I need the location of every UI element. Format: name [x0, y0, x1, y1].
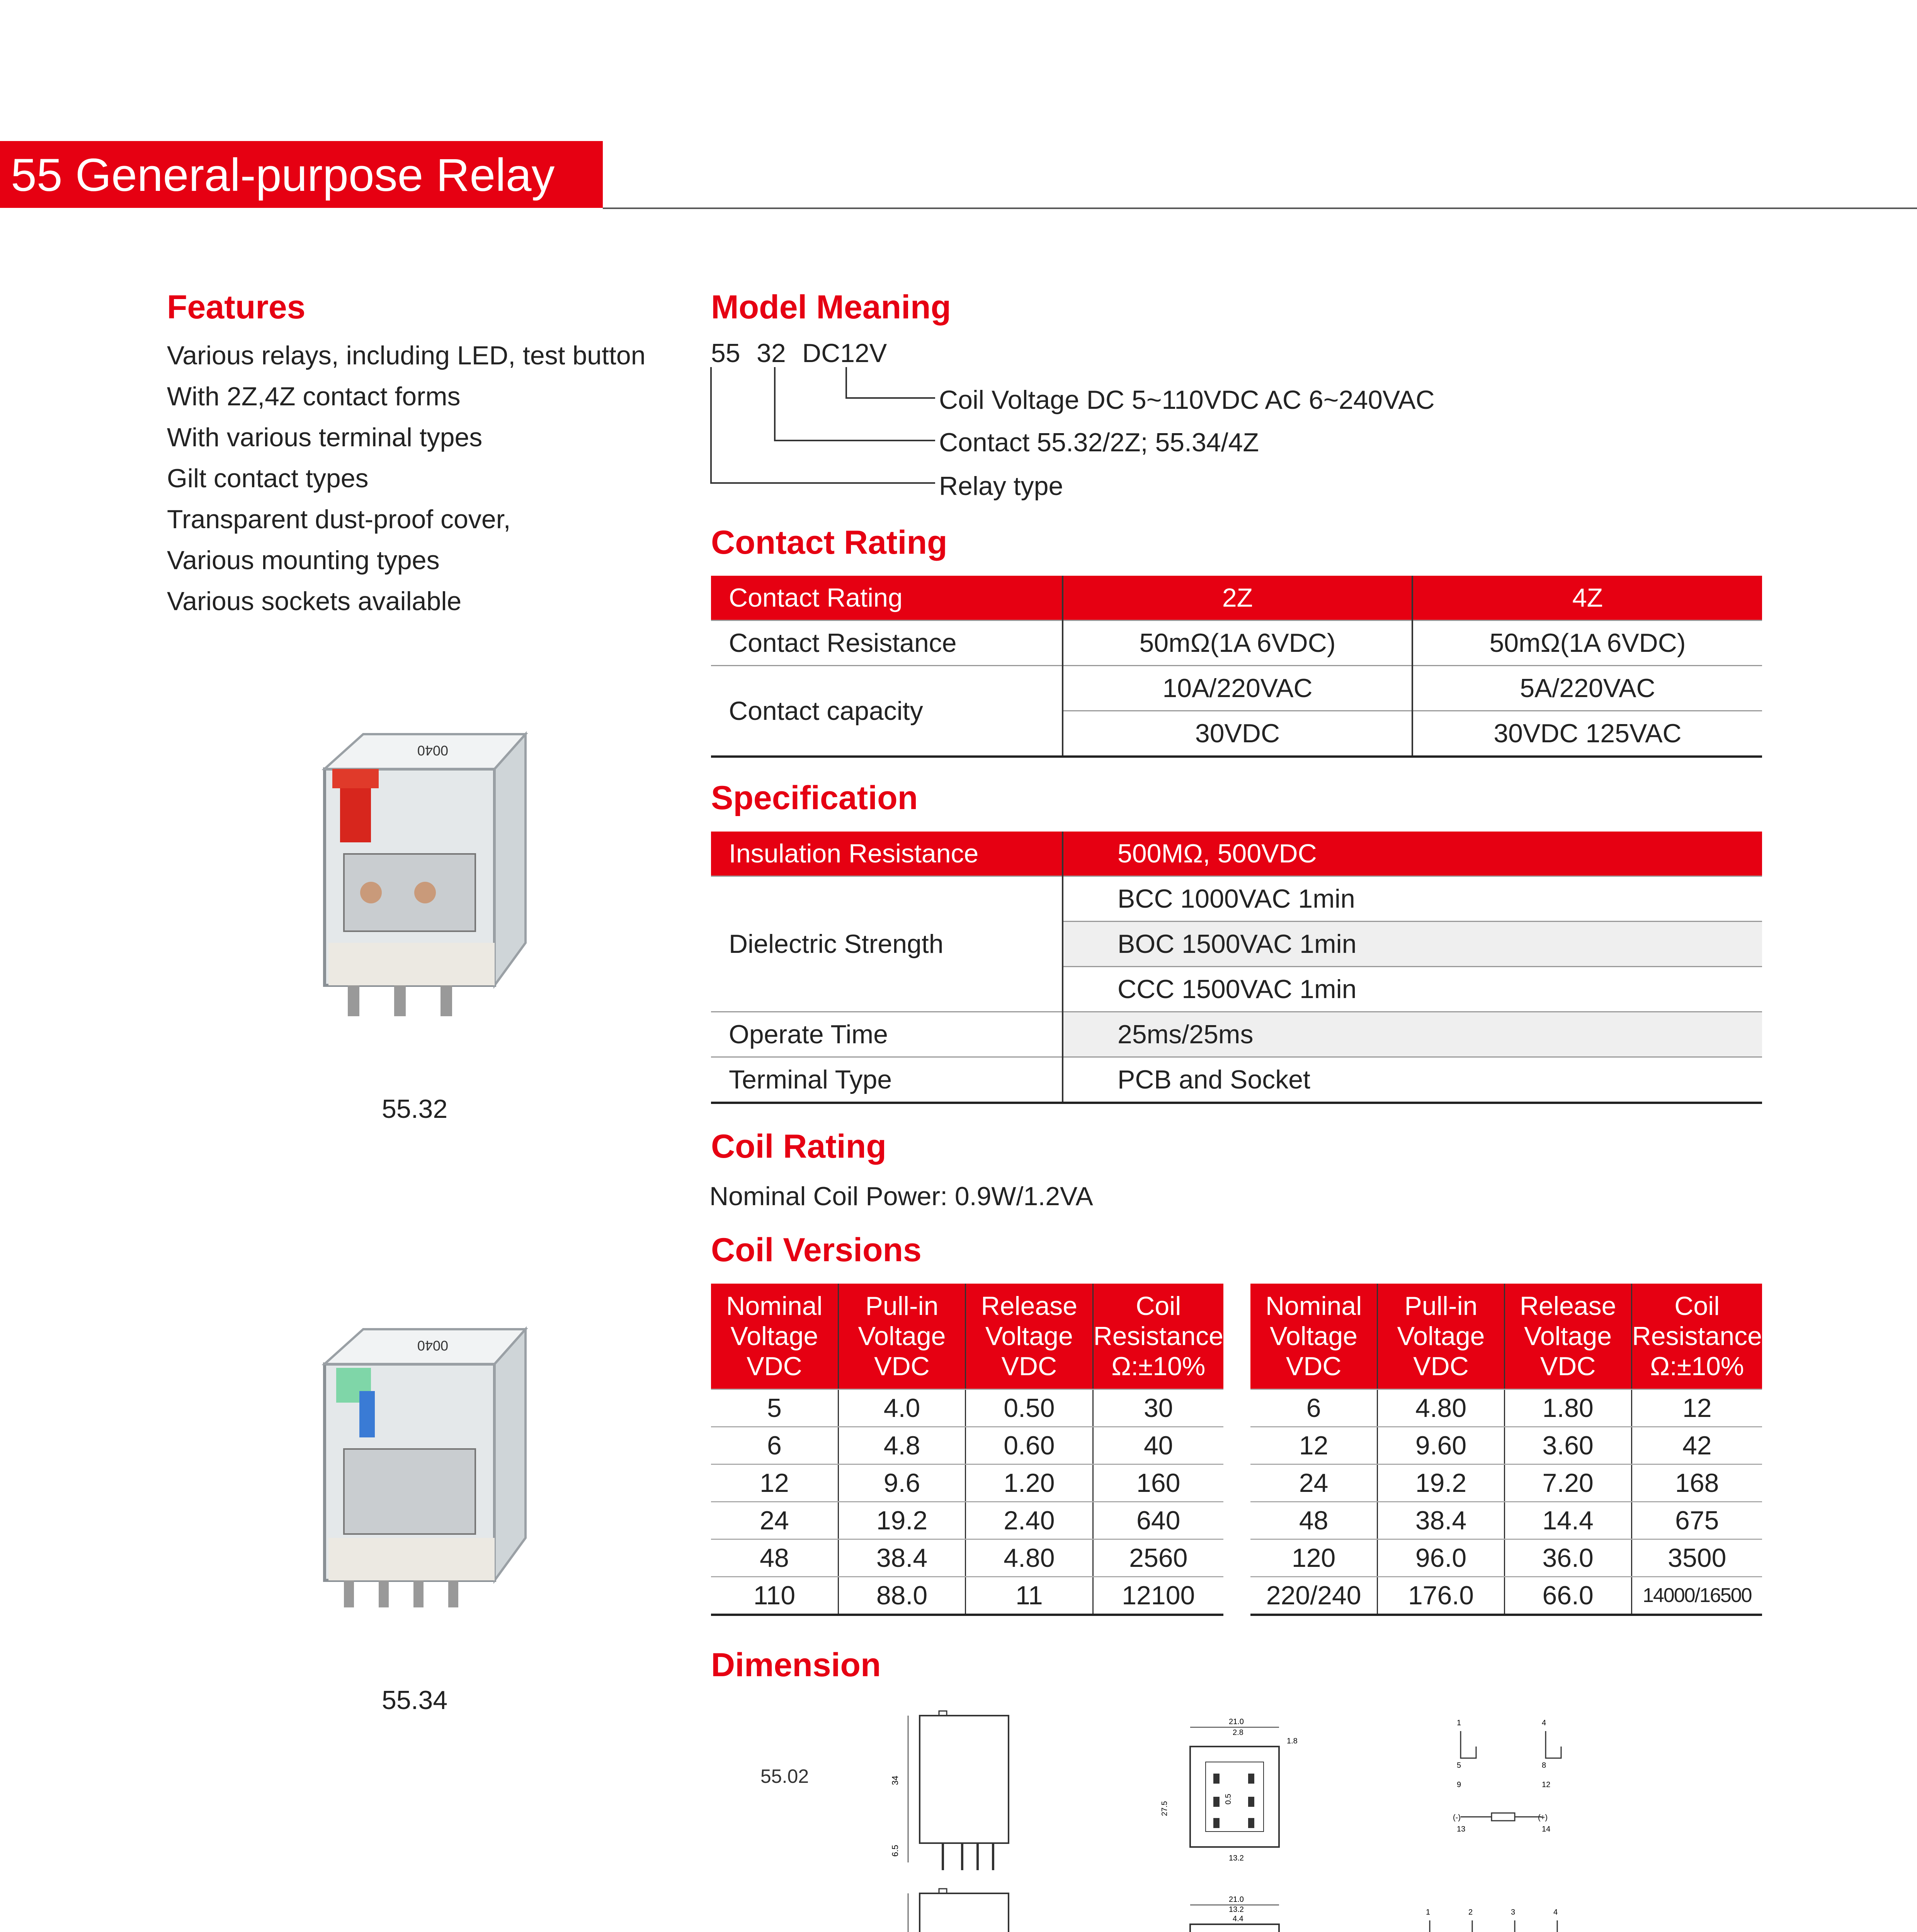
table-cell: 7.20	[1504, 1464, 1631, 1502]
terminal-label: 4	[1553, 1908, 1558, 1917]
table-row	[711, 1577, 1223, 1615]
table-cell: 675	[1631, 1502, 1762, 1539]
table-header-cell	[1093, 1284, 1223, 1389]
dimension-55-04-side	[885, 1886, 1047, 1932]
table-cell: BCC 1000VAC 1min	[1063, 876, 1762, 922]
table-cell: 30VDC	[1063, 711, 1412, 757]
table-header-cell	[1631, 1284, 1762, 1389]
table-row	[1250, 1464, 1762, 1502]
header-line: VDC	[874, 1352, 930, 1381]
feature-item: Various relays, including LED, test button	[167, 341, 646, 370]
table-cell: 50mΩ(1A 6VDC)	[1412, 621, 1762, 666]
dim-pin: 6.5	[890, 1845, 900, 1857]
table-row	[711, 1012, 1762, 1057]
dim-pitch: 4.4	[1233, 1915, 1243, 1923]
dim-depth: 27.5	[1160, 1801, 1169, 1816]
terminal-label: 12	[1542, 1781, 1551, 1789]
feature-item: With various terminal types	[167, 423, 483, 452]
table-cell: 9.60	[1378, 1427, 1504, 1464]
header-line: Voltage	[1524, 1321, 1612, 1351]
table-header-cell: 4Z	[1412, 576, 1762, 621]
table-cell: 5A/220VAC	[1412, 666, 1762, 711]
table-cell: 4.0	[838, 1389, 965, 1427]
model-line-coil: Coil Voltage DC 5~110VDC AC 6~240VAC	[939, 385, 1435, 415]
coil-terminal: 14	[1542, 1825, 1551, 1833]
table-row	[711, 1389, 1223, 1427]
feature-item: Various mounting types	[167, 546, 440, 575]
table-cell: Operate Time	[711, 1012, 1063, 1057]
table-header-cell	[1250, 1284, 1378, 1389]
table-cell: Terminal Type	[711, 1057, 1063, 1103]
table-cell: 120	[1250, 1539, 1378, 1577]
header-line: Voltage	[730, 1321, 818, 1351]
table-cell: 14000/16500	[1631, 1577, 1762, 1615]
terminal-label: 3	[1511, 1908, 1516, 1917]
table-cell: 1.80	[1504, 1389, 1631, 1427]
table-row	[711, 1284, 1223, 1389]
table-cell: CCC 1500VAC 1min	[1063, 967, 1762, 1012]
dimension-55-04-terminals	[1414, 1905, 1592, 1932]
dimension-55-04-bottom	[1155, 1893, 1329, 1932]
table-cell: 38.4	[1378, 1502, 1504, 1539]
header-line: Pull-in	[865, 1291, 939, 1321]
table-header-cell	[1504, 1284, 1631, 1389]
table-cell: 6	[711, 1427, 838, 1464]
contact-rating-table	[711, 576, 1762, 758]
dimension-55-02-side	[885, 1708, 1047, 1878]
terminal-label: 1	[1457, 1719, 1461, 1727]
model-line-contact: Contact 55.32/2Z; 55.34/4Z	[939, 428, 1259, 457]
table-cell: Contact Resistance	[711, 621, 1063, 666]
table-row	[1250, 1427, 1762, 1464]
table-cell: 50mΩ(1A 6VDC)	[1063, 621, 1412, 666]
dimension-model-55-02: 55.02	[760, 1765, 809, 1787]
feature-item: Various sockets available	[167, 587, 462, 616]
table-row	[1250, 1389, 1762, 1427]
table-row	[1250, 1539, 1762, 1577]
header-line: Coil	[1674, 1291, 1720, 1321]
table-cell: Contact capacity	[711, 666, 1063, 757]
table-row	[1250, 1284, 1762, 1389]
header-line: Nominal	[1265, 1291, 1362, 1321]
table-cell: 160	[1093, 1464, 1223, 1502]
feature-item: Transparent dust-proof cover,	[167, 505, 511, 534]
model-code-series: 55	[711, 338, 740, 368]
header-line: Voltage	[1270, 1321, 1358, 1351]
coil-rating-heading: Coil Rating	[711, 1128, 886, 1165]
table-header-cell: 500MΩ, 500VDC	[1063, 832, 1762, 876]
terminal-label: 4	[1542, 1719, 1546, 1727]
table-cell: Dielectric Strength	[711, 876, 1063, 1012]
dimension-55-02-bottom	[1155, 1716, 1329, 1878]
table-cell: 640	[1093, 1502, 1223, 1539]
table-cell: 0.60	[966, 1427, 1093, 1464]
coil-table-left	[711, 1284, 1223, 1616]
product-caption-55-32: 55.32	[382, 1094, 448, 1124]
header-line: Voltage	[858, 1321, 946, 1351]
table-cell: 3500	[1631, 1539, 1762, 1577]
table-cell: 19.2	[1378, 1464, 1504, 1502]
table-cell: 30	[1093, 1389, 1223, 1427]
table-header-cell	[838, 1284, 965, 1389]
table-cell: 10A/220VAC	[1063, 666, 1412, 711]
table-cell: PCB and Socket	[1063, 1057, 1762, 1103]
table-cell: 48	[1250, 1502, 1378, 1539]
table-cell: 12	[711, 1464, 838, 1502]
table-row	[711, 1502, 1223, 1539]
table-cell: 2560	[1093, 1539, 1223, 1577]
table-cell: 96.0	[1378, 1539, 1504, 1577]
table-cell: 2.40	[966, 1502, 1093, 1539]
table-cell: 176.0	[1378, 1577, 1504, 1615]
dimension-heading: Dimension	[711, 1646, 881, 1684]
coil-terminal: 13	[1457, 1825, 1466, 1833]
table-header-cell	[966, 1284, 1093, 1389]
table-cell: 66.0	[1504, 1577, 1631, 1615]
header-line: Resistance	[1632, 1321, 1762, 1351]
terminal-label: 8	[1542, 1761, 1546, 1770]
specification-table	[711, 832, 1762, 1104]
header-line: Coil	[1136, 1291, 1181, 1321]
table-cell: 4.80	[1378, 1389, 1504, 1427]
dim-gap: 0.5	[1224, 1794, 1233, 1804]
dim-inner: 2.8	[1233, 1728, 1243, 1737]
terminal-label: 1	[1426, 1908, 1431, 1917]
table-row	[711, 1539, 1223, 1577]
table-row	[711, 576, 1762, 621]
header-line: VDC	[1413, 1352, 1469, 1381]
terminal-label: 2	[1468, 1908, 1473, 1917]
dim-width: 21.0	[1229, 1895, 1244, 1904]
dim-side: 1.8	[1287, 1737, 1298, 1745]
header-line: Voltage	[985, 1321, 1073, 1351]
table-cell: 1.20	[966, 1464, 1093, 1502]
table-cell: 24	[1250, 1464, 1378, 1502]
dimension-55-02-terminals	[1445, 1716, 1607, 1847]
table-cell: 3.60	[1504, 1427, 1631, 1464]
title-rule	[603, 207, 1917, 209]
model-line-type: Relay type	[939, 471, 1063, 501]
table-cell: 40	[1093, 1427, 1223, 1464]
header-line: Ω:±10%	[1111, 1352, 1206, 1381]
table-header-cell: 2Z	[1063, 576, 1412, 621]
table-cell: 88.0	[838, 1577, 965, 1615]
feature-item: Gilt contact types	[167, 464, 369, 493]
table-cell: 24	[711, 1502, 838, 1539]
coil-versions-heading: Coil Versions	[711, 1231, 922, 1269]
contact-rating-heading: Contact Rating	[711, 524, 947, 561]
model-lines	[707, 367, 947, 498]
table-cell: BOC 1500VAC 1min	[1063, 922, 1762, 967]
header-line: Resistance	[1093, 1321, 1223, 1351]
header-line: Release	[981, 1291, 1078, 1321]
relay-label-code: 0040	[417, 1338, 448, 1354]
model-code-contact: 32	[757, 338, 786, 368]
dim-pitch: 13.2	[1229, 1854, 1244, 1862]
table-header-cell	[1378, 1284, 1504, 1389]
table-cell: 14.4	[1504, 1502, 1631, 1539]
dim-inner: 13.2	[1229, 1905, 1244, 1914]
table-row	[711, 1057, 1762, 1103]
relay-label-code: 0040	[417, 743, 448, 759]
header-line: VDC	[1001, 1352, 1057, 1381]
coil-sign: (+)	[1538, 1813, 1548, 1822]
product-caption-55-34: 55.34	[382, 1685, 448, 1715]
table-row	[1250, 1577, 1762, 1615]
model-code-coil: DC12V	[802, 338, 887, 368]
table-row	[711, 876, 1762, 922]
header-line: VDC	[1286, 1352, 1342, 1381]
relay-55-34-image	[301, 1321, 541, 1669]
table-cell: 42	[1631, 1427, 1762, 1464]
dim-height: 34	[890, 1776, 900, 1785]
table-row	[711, 1464, 1223, 1502]
table-cell: 4.80	[966, 1539, 1093, 1577]
features-list	[167, 336, 646, 623]
coil-table-right	[1250, 1284, 1762, 1616]
page-title: 55 General-purpose Relay	[11, 149, 555, 201]
table-header-cell	[711, 1284, 838, 1389]
table-cell: 168	[1631, 1464, 1762, 1502]
features-heading: Features	[167, 289, 306, 326]
header-line: VDC	[1540, 1352, 1596, 1381]
table-cell: 5	[711, 1389, 838, 1427]
table-row	[711, 666, 1762, 711]
table-cell: 19.2	[838, 1502, 965, 1539]
table-cell: 0.50	[966, 1389, 1093, 1427]
table-row	[711, 1427, 1223, 1464]
table-header-cell: Insulation Resistance	[711, 832, 1063, 876]
table-cell: 12	[1631, 1389, 1762, 1427]
table-cell: 38.4	[838, 1539, 965, 1577]
table-header-cell: Contact Rating	[711, 576, 1063, 621]
coil-rating-text: Nominal Coil Power: 0.9W/1.2VA	[709, 1182, 1093, 1211]
terminal-label: 9	[1457, 1781, 1461, 1789]
header-line: Nominal	[726, 1291, 823, 1321]
specification-heading: Specification	[711, 779, 918, 816]
header-line: VDC	[747, 1352, 802, 1381]
table-cell: 48	[711, 1539, 838, 1577]
feature-item: With 2Z,4Z contact forms	[167, 382, 461, 411]
coil-sign: (-)	[1453, 1813, 1461, 1822]
table-cell: 25ms/25ms	[1063, 1012, 1762, 1057]
table-cell: 11	[966, 1577, 1093, 1615]
table-cell: 9.6	[838, 1464, 965, 1502]
table-row	[1250, 1502, 1762, 1539]
table-cell: 12	[1250, 1427, 1378, 1464]
header-line: Ω:±10%	[1650, 1352, 1744, 1381]
table-cell: 4.8	[838, 1427, 965, 1464]
dim-width: 21.0	[1229, 1718, 1244, 1726]
header-line: Voltage	[1397, 1321, 1485, 1351]
header-line: Pull-in	[1404, 1291, 1478, 1321]
table-row	[711, 832, 1762, 876]
table-row	[711, 621, 1762, 666]
model-heading: Model Meaning	[711, 289, 951, 326]
table-cell: 30VDC 125VAC	[1412, 711, 1762, 757]
table-cell: 6	[1250, 1389, 1378, 1427]
relay-55-32-image	[301, 726, 541, 1082]
header-line: Release	[1519, 1291, 1616, 1321]
table-cell: 110	[711, 1577, 838, 1615]
table-cell: 12100	[1093, 1577, 1223, 1615]
table-cell: 36.0	[1504, 1539, 1631, 1577]
table-cell: 220/240	[1250, 1577, 1378, 1615]
terminal-label: 5	[1457, 1761, 1461, 1770]
